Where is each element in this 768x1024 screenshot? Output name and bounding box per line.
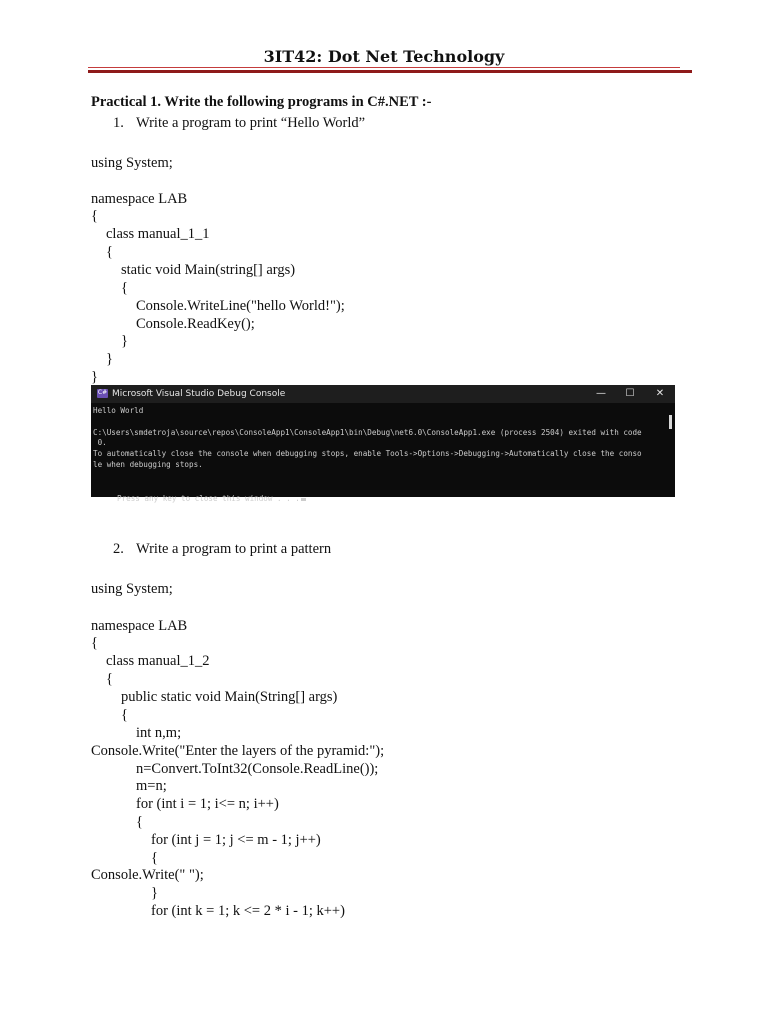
console-cursor xyxy=(301,498,306,501)
code-line: { xyxy=(106,671,113,687)
code-line: } xyxy=(91,369,98,385)
code-line: m=n; xyxy=(136,778,167,794)
code-line: using System; xyxy=(91,155,173,171)
task2-text: Write a program to print a pattern xyxy=(136,541,332,557)
code-line: for (int k = 1; k <= 2 * i - 1; k++) xyxy=(151,903,345,919)
code-line: } xyxy=(106,351,113,367)
console-window-title: Microsoft Visual Studio Debug Console xyxy=(112,389,286,399)
code-line: } xyxy=(151,885,158,901)
task1-number: 1. xyxy=(113,115,124,131)
code-line: class manual_1_1 xyxy=(106,226,210,242)
code-line: { xyxy=(121,707,128,723)
code-line: int n,m; xyxy=(136,725,182,741)
close-icon[interactable]: ✕ xyxy=(655,388,665,399)
code-line: for (int j = 1; j <= m - 1; j++) xyxy=(151,832,321,848)
code-line: Console.Write(" "); xyxy=(91,867,204,883)
console-output-line: Hello World xyxy=(93,406,144,415)
code-line: { xyxy=(121,280,128,296)
console-output-line: Press any key to close this window . . . xyxy=(117,494,300,503)
code-line: { xyxy=(151,850,158,866)
task2-number: 2. xyxy=(113,541,124,557)
code-line: static void Main(string[] args) xyxy=(121,262,296,278)
code-line: for (int i = 1; i<= n; i++) xyxy=(136,796,279,812)
code-line: { xyxy=(136,814,143,830)
console-output-line: le when debugging stops. xyxy=(93,460,203,469)
console-output-line: 0. xyxy=(93,438,107,447)
header-rule-thick xyxy=(88,70,692,73)
console-scrollbar[interactable] xyxy=(669,415,672,429)
code-line: n=Convert.ToInt32(Console.ReadLine()); xyxy=(136,761,379,777)
header-rule-thin xyxy=(88,67,680,68)
document-header: 3IT42: Dot Net Technology xyxy=(263,47,505,66)
console-output-line: To automatically close the console when debugging stops, enable Tools->Options->Debugging->Automatically close the conso xyxy=(93,449,642,458)
code-line: using System; xyxy=(91,581,173,597)
maximize-icon[interactable]: ☐ xyxy=(625,388,635,399)
practical-title: Practical 1. Write the following programs in C#.NET :- xyxy=(91,94,432,110)
code-line: { xyxy=(91,208,98,224)
console-titlebar xyxy=(91,385,675,403)
code-line: { xyxy=(91,635,98,651)
code-line: { xyxy=(106,244,113,260)
minimize-icon[interactable]: — xyxy=(596,388,606,399)
console-prompt-row xyxy=(93,470,306,524)
code-line: namespace LAB xyxy=(91,618,188,634)
code-line: namespace LAB xyxy=(91,191,188,207)
debug-console-window xyxy=(91,385,675,503)
code-line: class manual_1_2 xyxy=(106,653,210,669)
code-line: public static void Main(String[] args) xyxy=(121,689,338,705)
console-output-line: C:\Users\smdetroja\source\repos\ConsoleApp1\ConsoleApp1\bin\Debug\net6.0\ConsoleApp1.exe (process 2504) exited with code xyxy=(93,428,642,437)
code-line: Console.Write("Enter the layers of the pyramid:"); xyxy=(91,743,385,759)
code-line: } xyxy=(121,333,128,349)
code-line: Console.ReadKey(); xyxy=(136,316,255,332)
task1-text: Write a program to print “Hello World” xyxy=(136,115,366,131)
code-line: Console.WriteLine("hello World!"); xyxy=(136,298,345,314)
console-app-icon-label: C# xyxy=(97,389,108,396)
